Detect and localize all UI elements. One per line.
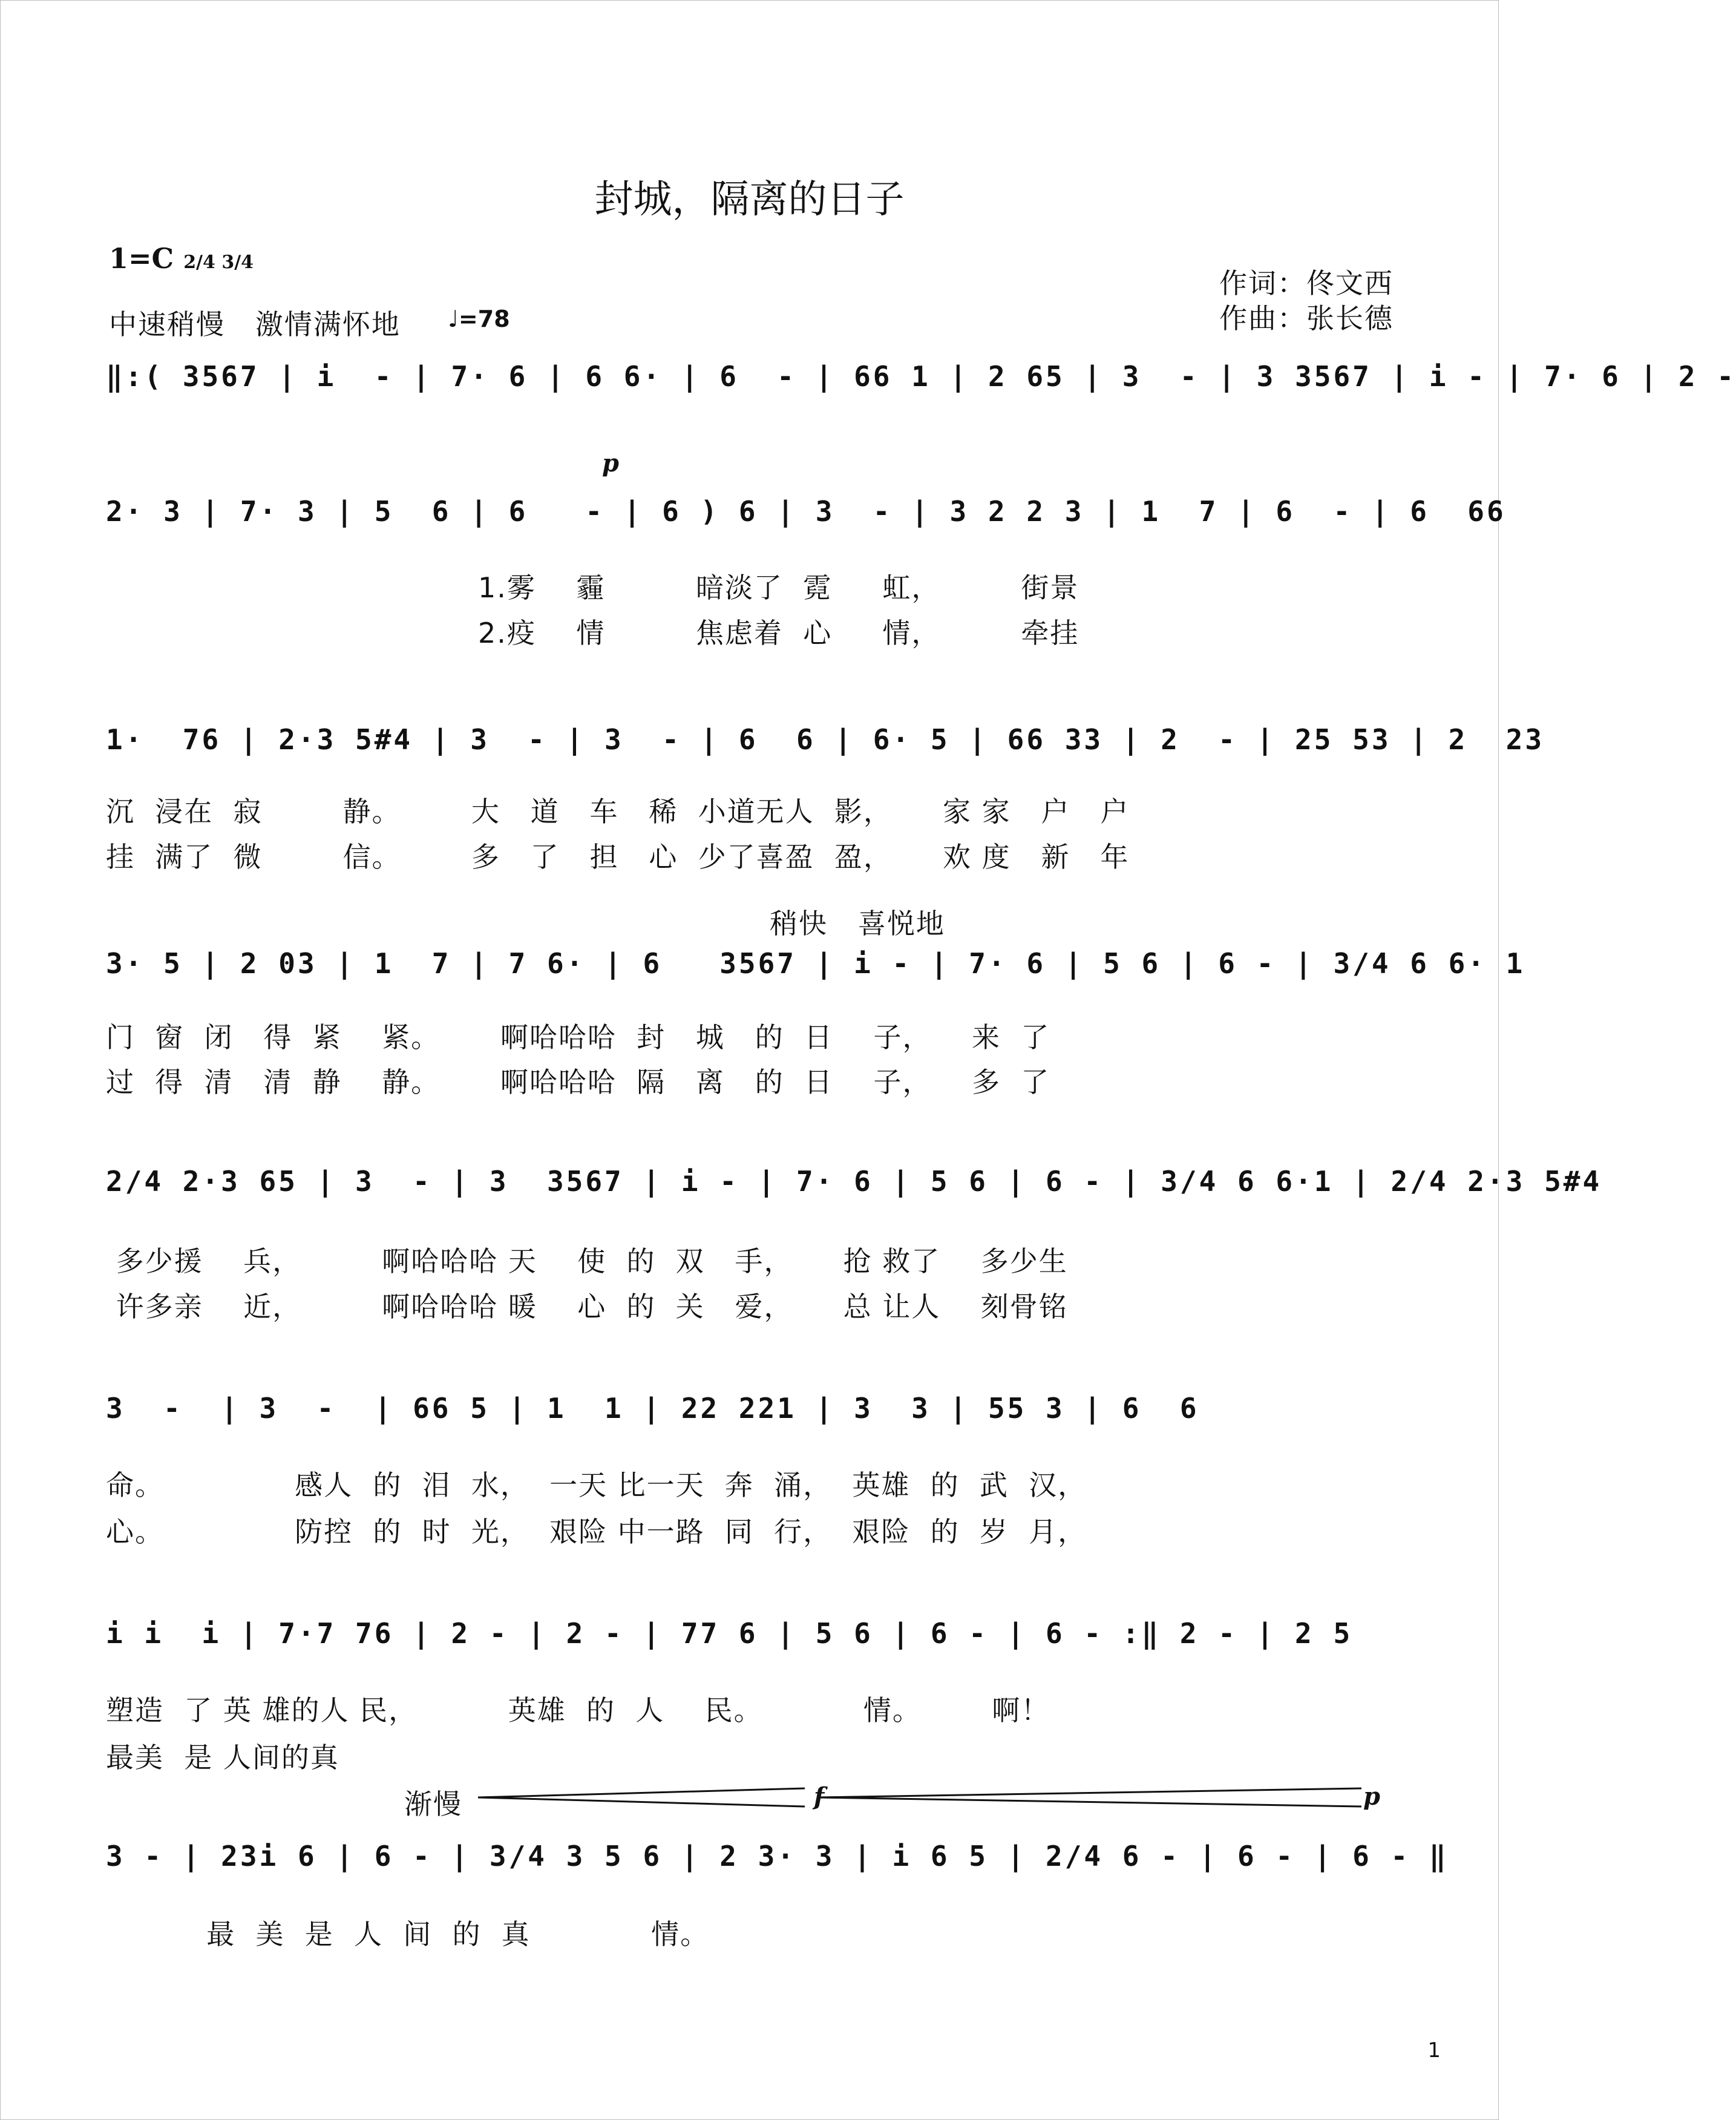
notes-system-7: i i i | 7·7 76 | 2 - | 2 - | 77 6 | 5 6 | 6 - | 6 - :‖ 2 - | 2 5 xyxy=(106,1617,1353,1650)
staff-system-6 xyxy=(106,1392,1396,1446)
notes-system-1: ‖:( 3567 | i - | 7· 6 | 6 6· | 6 - | 66 1 | 2 65 | 3 - | 3 3567 | i - | 7· 6 | 2 - xyxy=(106,360,1736,393)
decrescendo-hairpin xyxy=(478,1782,1386,1813)
staff-system-4 xyxy=(106,947,1525,1002)
tempo-marking: 中速稍慢 激情满怀地 xyxy=(109,308,401,341)
notes-system-5: 2/4 2·3 65 | 3 - | 3 3567 | i - | 7· 6 | 5 6 | 6 - | 3/4 6 6·1 | 2/4 2·3 5#4 xyxy=(106,1165,1602,1198)
tempo-change-marking: 稍快 喜悦地 xyxy=(770,907,945,940)
lyrics-final-system-8: 最 美 是 人 间 的 真 情。 xyxy=(106,1918,710,1951)
lyrics-verse1-system-6: 命。 感人 的 泪 水， 一天 比一天 奔 涌， 英雄 的 武 汉， xyxy=(106,1469,1087,1501)
staff-system-2 xyxy=(106,495,1506,550)
dynamic-p-final-mark: p xyxy=(1363,1782,1380,1811)
lyrics-verse1-system-7: 塑造 了 英 雄的人 民， 英雄 的 人 民。 情。 啊！ xyxy=(106,1694,1050,1727)
ritardando-marking: 渐慢 xyxy=(404,1788,462,1820)
notes-system-2: 2· 3 | 7· 3 | 5 6 | 6 - | 6 ) 6 | 3 - | 3 2 2 3 | 1 7 | 6 - | 6 66 xyxy=(106,495,1506,528)
staff-system-7 xyxy=(106,1617,1396,1672)
lyrics-verse2-system-3: 挂 满了 微 信。 多 了 担 心 少了喜盈 盈， 欢 度 新 年 xyxy=(106,841,1130,873)
staff-system-5 xyxy=(106,1165,1602,1219)
notes-system-3: 1· 76 | 2·3 5#4 | 3 - | 3 - | 6 6 | 6· 5 | 66 33 | 2 - | 25 53 | 2 23 xyxy=(106,723,1545,756)
lyrics-verse2-system-5: 许多亲 近， 啊哈哈哈 暖 心 的 关 爱， 总 让人 刻骨铭 xyxy=(106,1290,1068,1323)
dynamic-f-mark: f xyxy=(814,1782,825,1811)
composer-credit: 作曲：张长德 xyxy=(1219,302,1394,335)
key-signature xyxy=(109,242,254,275)
notes-system-6: 3 - | 3 - | 66 5 | 1 1 | 22 221 | 3 3 | 55 3 | 6 6 xyxy=(106,1392,1199,1425)
dynamic-p-mark: p xyxy=(602,449,619,477)
lyrics-verse1-system-3: 沉 浸在 寂 静。 大 道 车 稀 小道无人 影， 家 家 户 户 xyxy=(106,795,1130,828)
song-title: 封城，隔离的日子 xyxy=(594,177,905,222)
lyrics-verse1-system-2: 1.雾 霾 暗淡了 霓 虹， 街景 xyxy=(106,571,1079,604)
key-signature-text: 1=C xyxy=(109,242,174,275)
time-signature: 2/4 3/4 xyxy=(183,252,254,273)
staff-system-8 xyxy=(106,1840,1449,1894)
staff-system-1 xyxy=(106,360,1736,415)
staff-system-3 xyxy=(106,723,1545,778)
lyricist-credit: 作词：佟文西 xyxy=(1219,267,1394,300)
page-number: 1 xyxy=(1427,2038,1441,2063)
lyrics-verse2-system-4: 过 得 清 清 静 静。 啊哈哈哈 隔 离 的 日 子， 多 了 xyxy=(106,1066,1050,1098)
lyrics-verse2-system-6: 心。 防控 的 时 光， 艰险 中一路 同 行， 艰险 的 岁 月， xyxy=(106,1515,1087,1548)
notes-system-8: 3 - | 23i 6 | 6 - | 3/4 3 5 6 | 2 3· 3 | i 6 5 | 2/4 6 - | 6 - | 6 - ‖ xyxy=(106,1840,1449,1872)
lyrics-verse1-system-4: 门 窗 闭 得 紧 紧。 啊哈哈哈 封 城 的 日 子， 来 了 xyxy=(106,1021,1050,1054)
metronome-mark: ♩=78 xyxy=(448,306,510,332)
lyrics-verse2-system-7: 最美 是 人间的真 xyxy=(106,1741,339,1774)
lyrics-verse1-system-5: 多少援 兵， 啊哈哈哈 天 使 的 双 手， 抢 救了 多少生 xyxy=(106,1245,1068,1278)
notes-system-4: 3· 5 | 2 03 | 1 7 | 7 6· | 6 3567 | i - | 7· 6 | 5 6 | 6 - | 3/4 6 6· 1 xyxy=(106,947,1525,980)
lyrics-verse2-system-2: 2.疫 情 焦虑着 心 情， 牵挂 xyxy=(106,617,1079,649)
